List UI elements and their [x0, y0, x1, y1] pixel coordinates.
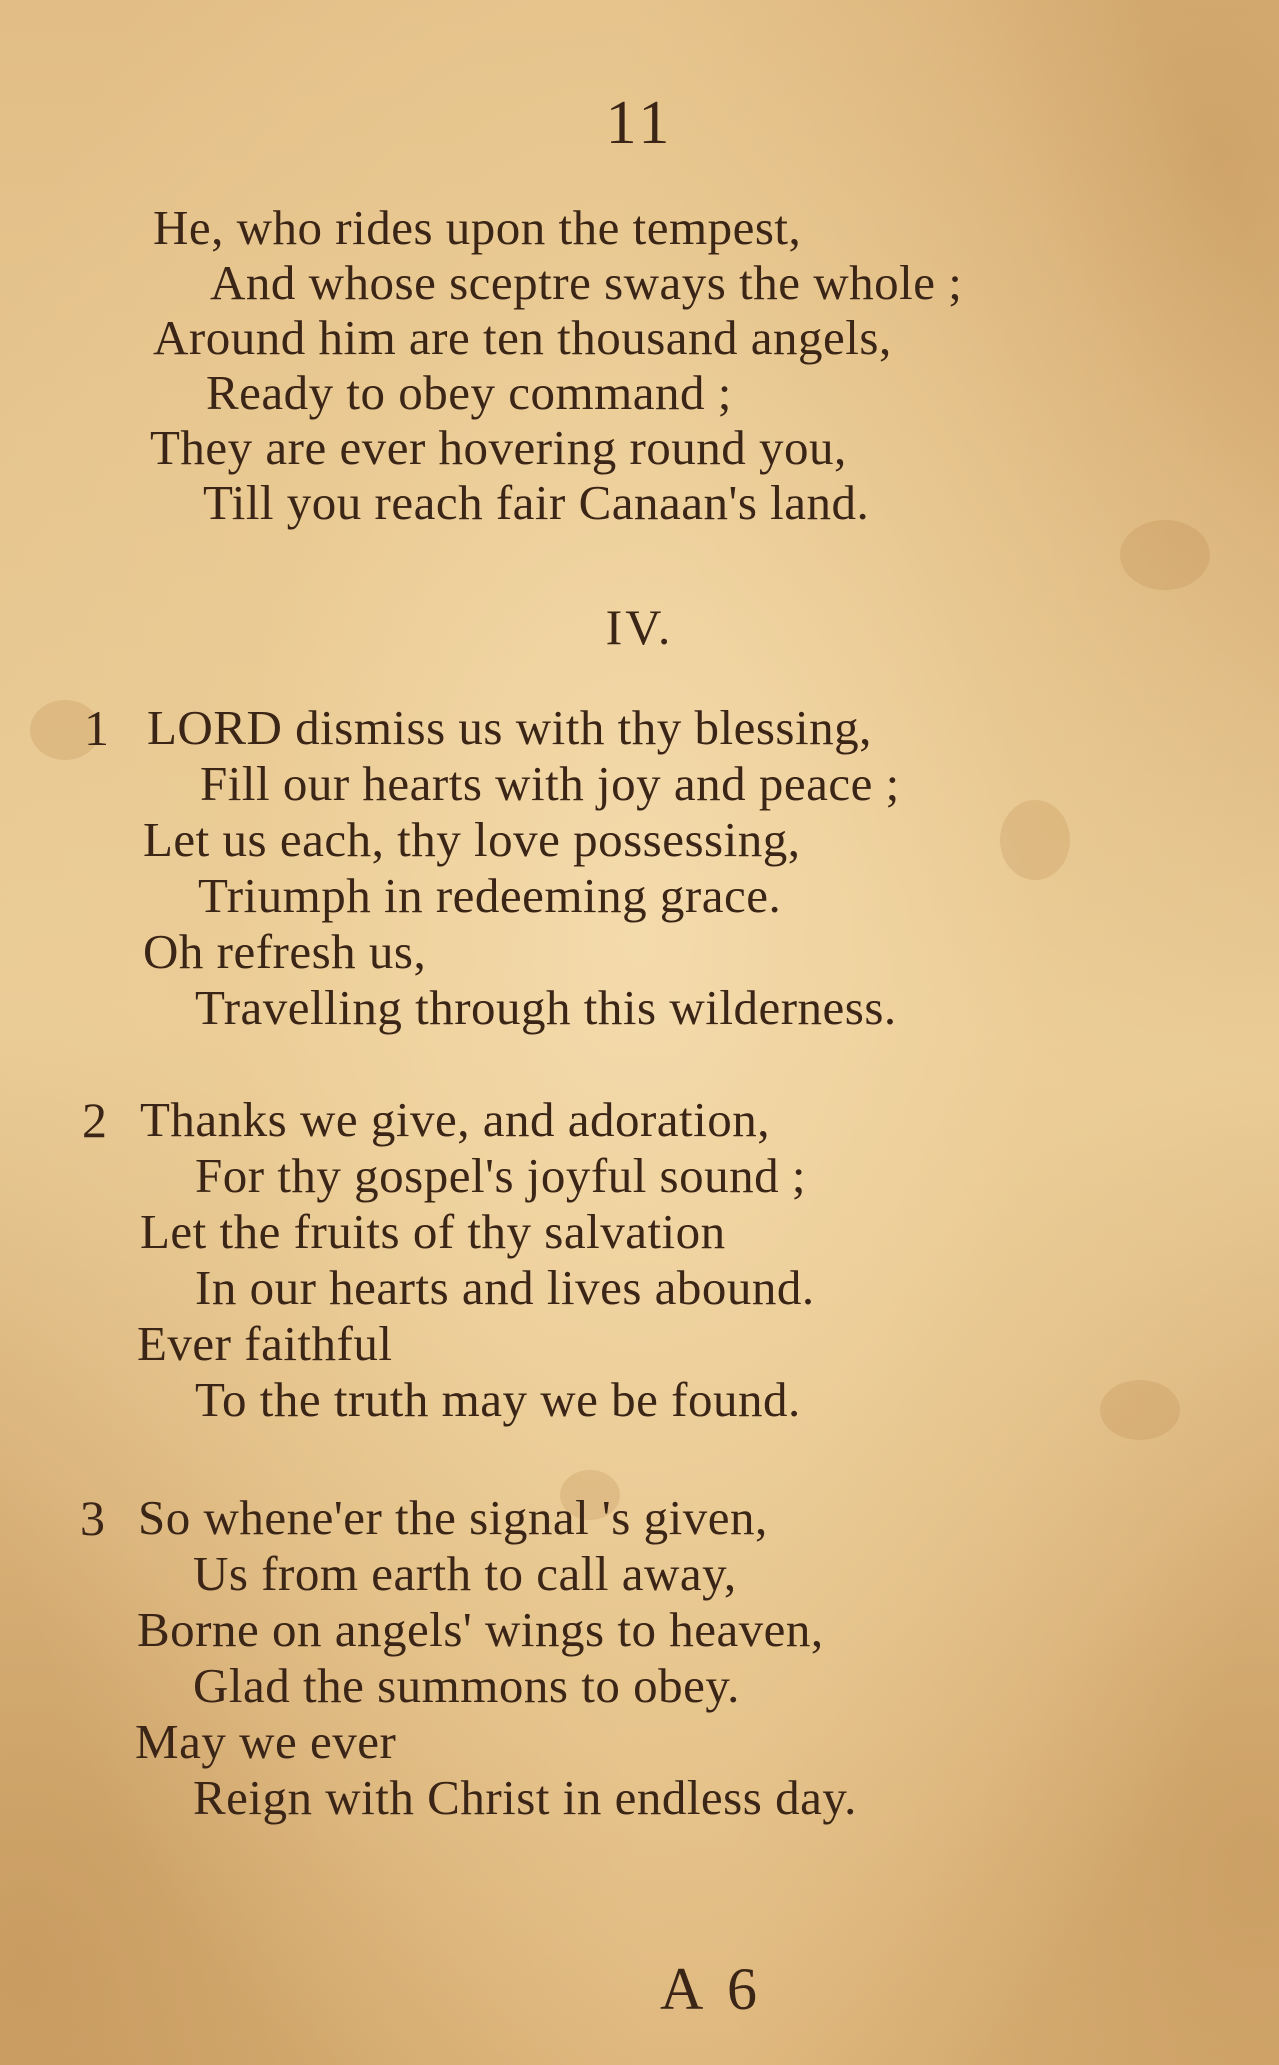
verse-line: Us from earth to call away, — [193, 1546, 737, 1601]
page-number: 11 — [605, 89, 674, 157]
poem-line: Ready to obey command ; — [206, 365, 732, 420]
paper-stain — [1120, 520, 1210, 590]
poem-line: Around him are ten thousand angels, — [153, 310, 892, 365]
poem-line: He, who rides upon the tempest, — [153, 200, 802, 255]
verse-line: Let the fruits of thy salvation — [140, 1204, 726, 1259]
hymn-heading: IV. — [605, 599, 674, 655]
verse-line: Travelling through this wilderness. — [195, 980, 897, 1035]
verse-line: Thanks we give, and adoration, — [140, 1092, 771, 1147]
verse-line: To the truth may we be found. — [195, 1372, 801, 1427]
signature-mark: A 6 — [660, 1956, 764, 2022]
verse-line: Reign with Christ in endless day. — [193, 1770, 857, 1825]
verse-line: Let us each, thy love possessing, — [143, 812, 801, 867]
verse-number: 2 — [82, 1092, 107, 1148]
verse-line: Glad the summons to obey. — [193, 1658, 740, 1713]
verse-line: Oh refresh us, — [143, 924, 427, 979]
verse-number: 3 — [80, 1490, 105, 1546]
verse-line: Fill our hearts with joy and peace ; — [200, 756, 900, 811]
verse-line: So whene'er the signal 's given, — [138, 1490, 768, 1545]
verse-line: Triumph in redeeming grace. — [198, 868, 782, 923]
verse-line: Borne on angels' wings to heaven, — [137, 1602, 824, 1657]
poem-line: They are ever hovering round you, — [150, 420, 847, 475]
verse-line: LORD dismiss us with thy blessing, — [147, 700, 872, 755]
poem-line: Till you reach fair Canaan's land. — [203, 475, 870, 530]
poem-line: And whose sceptre sways the whole ; — [210, 255, 963, 310]
verse-line: In our hearts and lives abound. — [195, 1260, 815, 1315]
paper-stain — [1100, 1380, 1180, 1440]
verse-number: 1 — [84, 700, 109, 756]
paper-stain — [1000, 800, 1070, 880]
verse-line: May we ever — [135, 1714, 397, 1769]
verse-line: For thy gospel's joyful sound ; — [195, 1148, 806, 1203]
verse-line: Ever faithful — [137, 1316, 393, 1371]
